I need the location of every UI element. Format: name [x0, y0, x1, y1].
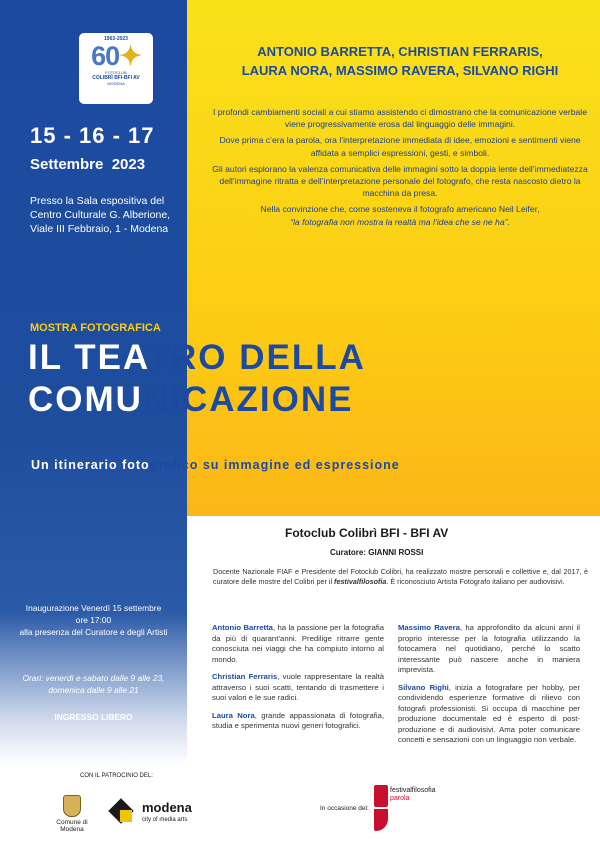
fotoclub-logo	[76, 30, 156, 107]
photographer-entry	[398, 623, 580, 676]
intro-paragraph-3: Gli autori esplorano la valenza comunicativa delle immagini sotto la doppia lente dell’immediatezza dell’immagine ritratta e dell’interpretazione personale del fotografo, che resta nascosto dietro la macchina da presa.	[212, 163, 588, 199]
photographer-text: , ha approfondito da alcuni anni il proprio interesse per la fotografia utilizzando la fotocamera nel quotidiano, perché lo scatto interessante può nascere anche in maniera imprevista.	[398, 623, 580, 674]
curator-bio-part2: . È riconosciuto Artista Fotografo italiano per audiovisivi.	[386, 577, 565, 586]
curator: Curatore: GIANNI ROSSI	[330, 548, 424, 557]
photographer-entry	[212, 672, 384, 704]
event-month-year: Settembre 2023	[30, 156, 146, 173]
photographer-name: Antonio Barretta	[212, 623, 273, 632]
logo-line3: MODENA	[107, 81, 125, 86]
intro-text	[205, 106, 595, 232]
authors-line1: ANTONIO BARRETTA, CHRISTIAN FERRARIS,	[257, 44, 543, 59]
event-venue: Presso la Sala espositiva del Centro Culturale G. Alberione, Viale III Febbraio, 1 - Modena	[30, 195, 171, 235]
comune-label: Comune di Modena	[56, 819, 88, 833]
bird-icon: ✦	[119, 41, 141, 71]
opening-line3: alla presenza del Curatore e degli Artisti	[19, 627, 168, 637]
festivalfilosofia-logo	[368, 783, 436, 835]
photographer-name: Massimo Ravera	[398, 623, 460, 632]
photographer-entry	[212, 623, 384, 665]
modena-mark-accent-icon	[120, 810, 132, 822]
free-entry: INGRESSO LIBERO	[54, 712, 133, 722]
photographer-text: , grande appassionata di fotografia, studia e sperimenta nuovi generi fotografici.	[212, 710, 384, 730]
photographer-text: , inizia a fotografare per hobby, per condividendo esperienze formative di rilievo con fotografi professionisti. Si occupa di macchine per produzione documentale ed è esperto di post-produzione e di audiovisivi. Ama poter comunicare concetti e sensazioni con un linguaggio non verbale.	[398, 682, 581, 744]
curator-bio-part1: Docente Nazionale FIAF e Presidente del Fotoclub Colibri, ha realizzato mostre personali e collettive e, dal 2017, è curatore delle mostre del Colibri per il	[213, 567, 588, 586]
title-line-1-white: IL TEA	[28, 338, 148, 377]
title-line-2-white: COMU	[28, 380, 143, 419]
opening-hours-line1: Orari: venerdì e sabato dalle 9 alle 23,	[22, 673, 165, 683]
opening-line1: Inaugurazione Venerdì 15 settembre	[25, 603, 162, 613]
crest-icon	[63, 795, 81, 817]
logo-sixty	[79, 42, 153, 70]
subtitle	[31, 458, 400, 472]
logo-years: 1963-2023	[104, 36, 128, 42]
photographer-name: Christian Ferraris	[212, 672, 278, 681]
photographers-left-column	[212, 623, 384, 739]
quote-mark-tail-icon	[374, 809, 388, 831]
photographer-text: , vuole rappresentare la realtà attraverso i suoi scatti, tentando di trasmettere i suoi valori e le sue radici.	[212, 672, 384, 702]
authors-heading	[210, 42, 590, 80]
opening-line2: ore 17:00	[75, 615, 112, 625]
quote-mark-icon	[374, 785, 388, 807]
occasion-label: In occasione del:	[320, 805, 369, 812]
photographer-name: Silvano Righi	[398, 682, 449, 692]
comune-logo	[44, 795, 100, 833]
subtitle-blue: grafico su immagine ed espressione	[149, 458, 400, 472]
logo-line1: FOTOCLUB	[105, 70, 127, 75]
curator-bio-festival: festivalfilosofia	[334, 577, 387, 586]
festival-theme: parola	[390, 795, 410, 802]
logo-sixty-number: 60	[91, 41, 120, 71]
club-name: Fotoclub Colibrì BFI - BFI AV	[285, 526, 449, 540]
intro-paragraph-1: I profondi cambiamenti sociali a cui stiamo assistendo ci dimostrano che la comunicazione verbale viene progressivamente erosa dal linguaggio delle immagini.	[212, 107, 587, 130]
patronage-label: CON IL PATROCINIO DEL:	[80, 773, 153, 779]
photographer-entry	[398, 683, 580, 746]
event-dates: 15 - 16 - 17	[30, 123, 155, 148]
intro-quote: “la fotografia non mostra la realtà ma l’idea che se ne ha”.	[290, 216, 510, 227]
intro-paragraph-2: Dove prima c’era la parola, ora l’interpretazione immediata di idee, emozioni e sentimenti viene affidata a semplici espressioni, gesti, e simboli.	[219, 135, 581, 158]
opening-info	[0, 602, 187, 638]
subtitle-white: Un itinerario foto	[31, 458, 150, 472]
title-line-1-blue: TRO DELLA	[147, 338, 366, 377]
intro-paragraph-4: Nella convinzione che, come sosteneva il fotografo americano Neil Leifer,	[260, 204, 540, 215]
festival-name: festivalfilosofia	[390, 787, 436, 794]
opening-hours-line2: domenica dalle 9 alle 21	[48, 685, 139, 695]
modena-wordmark: modena	[142, 800, 192, 815]
authors-line2: LAURA NORA, MASSIMO RAVERA, SILVANO RIGHI	[241, 63, 559, 78]
photographer-name: Laura Nora	[212, 710, 255, 720]
exhibition-kicker: MOSTRA FOTOGRAFICA	[30, 322, 161, 334]
photographer-entry	[212, 711, 384, 732]
title-line-2-blue: NICAZIONE	[142, 380, 354, 419]
title-line-1	[28, 338, 366, 378]
photographer-text: , ha la passione per la fotografia da più di quarant’anni. Predilige ritrarre gente conosciuta nei viaggi che ha compiuto intorno al mondo.	[212, 623, 385, 664]
modena-tagline: city of media arts	[142, 817, 188, 823]
logo-line2: COLIBRÌ BFI-BFI AV	[92, 75, 140, 81]
curator-bio	[213, 567, 588, 587]
opening-hours	[0, 672, 187, 696]
photographers-right-column	[398, 623, 580, 753]
title-line-2	[28, 380, 353, 420]
